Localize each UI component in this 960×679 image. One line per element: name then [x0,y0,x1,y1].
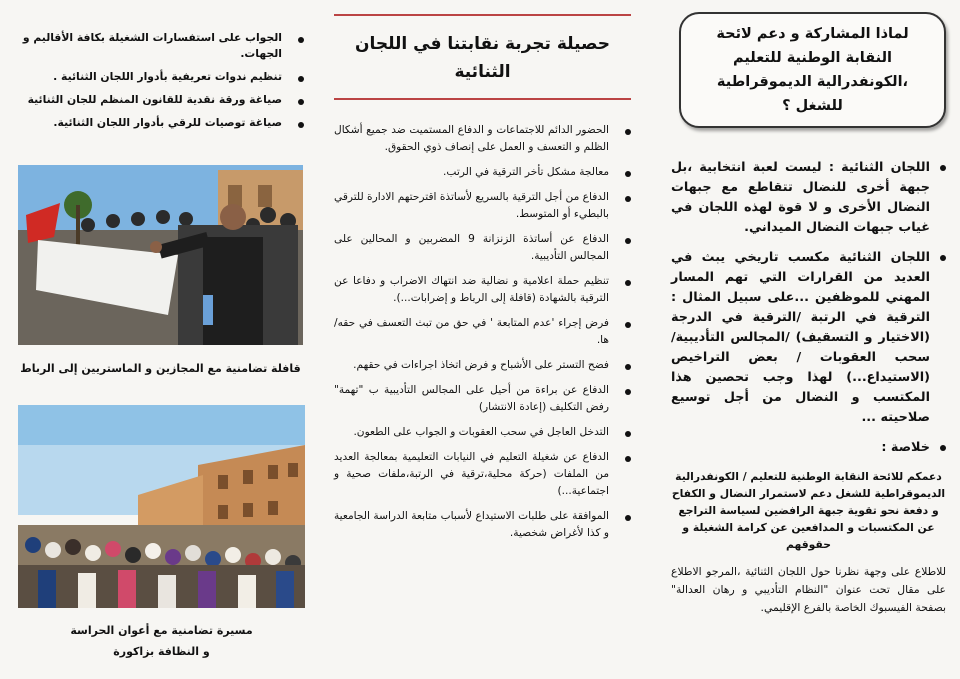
middle-column [318,0,645,679]
middle-title: حصيلة تجربة نقابتنا في اللجان الثنائية [354,34,611,82]
right-column [645,0,960,679]
middle-bullet-list [334,122,631,542]
photo2-caption-line2: و النظافة بزاكورة [113,645,210,658]
list-item: فرض إجراء 'عدم المتابعة ' في حق من تبث التعسف في حقه/ها. [334,315,631,349]
list-item: الدفاع عن براءة من أحيل على المجالس التأديبية ب "تهمة" رفض التكليف (إعادة الانتشار) [334,382,631,416]
photo2-caption-line1: مسيرة تضامنية مع أعوان الحراسة [70,624,253,637]
right-bullet-list [671,158,946,458]
caravan-protest-photo [18,165,303,345]
zagora-march-photo [18,405,305,608]
list-item: صياغة توصيات للرقي بأدوار اللجان الثنائية. [12,115,304,131]
list-item: صياغة ورقة نقدية للقانون المنظم للجان الثنائية [12,92,304,108]
photo1-caption: قافلة تضامنية مع المجازين و الماستريين إلى الرباط [20,362,301,375]
list-item: فضح التستر على الأشباح و فرض اتخاذ اجراءات في حقهم. [334,357,631,374]
list-item: تنظيم حملة اعلامية و نضالية ضد انتهاك الاضراب و دفاعا عن الترقية بالشهادة (قافلة إلى الرباط و إضرابات...). [334,273,631,307]
right-title-box: لماذا المشاركة و دعم لائحة النقابة الوطنية للتعليم ،الكونفدرالية الديموقراطية للشغل ؟ [679,12,946,128]
list-item: الجواب على استفسارات الشغيلة بكافة الأقاليم و الجهات. [12,30,304,62]
bottom-divider [334,98,631,100]
photo2-caption [18,620,305,662]
list-item: الدفاع من أجل الترقية بالسريع لأساتذة اقترحتهم الادارة للترقي بالبطيء أو المتوسط. [334,189,631,223]
list-item: الحضور الدائم للاجتماعات و الدفاع المستميت ضد جميع أشكال الظلم و التعسف و العمل على إنصاف ذوي الحقوق. [334,122,631,156]
list-item: الدفاع عن شغيلة التعليم في النيابات التعليمية بمعالجة العديد من الملفات (حركة محلية،ترقية في الرتبة،ملفات صحية و اجتماعية...) [334,449,631,500]
list-item: اللجان الثنائية : ليست لعبة انتخابية ،بل جبهة أخرى للنضال تتقاطع مع جبهات النضال الأخرى و لا قوة لهذه اللجان في غياب جبهات النضال الميداني. [671,158,946,238]
left-bullet-list [12,30,304,131]
list-item: الموافقة على طلبات الاستيداع لأسباب متابعة الدراسة الجامعية و كذا لأغراض شخصية. [334,508,631,542]
list-item: معالجة مشكل تأخر الترقية في الرتب. [334,164,631,181]
list-item: اللجان الثنائية مكسب تاريخي يبث في العديد من القرارات التي تهم المسار المهني للموظفين ...على سبيل المثال : الترقية في الرتبة /الترقية في الدرجة (الاختيار و التسقيف) /المجالس التأديبية/ سحب العقوبات / بعض التراخيص (الاستيداع...) لهذا وجب تحصين هذا المكتسب و النضال من أجل توسيع صلاحيته ... [671,248,946,428]
list-item: التدخل العاجل في سحب العقوبات و الجواب على الطعون. [334,424,631,441]
list-item: الدفاع عن أساتذة الزنزانة 9 المضربين و المحالين على المجالس التأديبية. [334,231,631,265]
list-item: تنظيم ندوات تعريفية بأدوار اللجان الثنائية . [12,69,304,85]
conclusion-text: دعمكم للائحة النقابة الوطنية للتعليم / الكونفدرالية الديموقراطية للشغل دعم لاستمرار النضال و الكفاح و دفعة نحو تقوية جبهة الرافضين لسياسة التراجع عن المكتسبات و المدافعين عن كرامة الشغيلة و حقوقهم [671,470,946,551]
footer-note: للاطلاع على وجهة نظرنا حول اللجان الثنائية ،المرجو الاطلاع على مقال تحت عنوان "النظام التأديبي و رهان العدالة" بصفحة الفيسبوك الخاصة بالفرع الإقليمي. [671,565,946,614]
conclusion-heading: خلاصة : [671,438,946,458]
